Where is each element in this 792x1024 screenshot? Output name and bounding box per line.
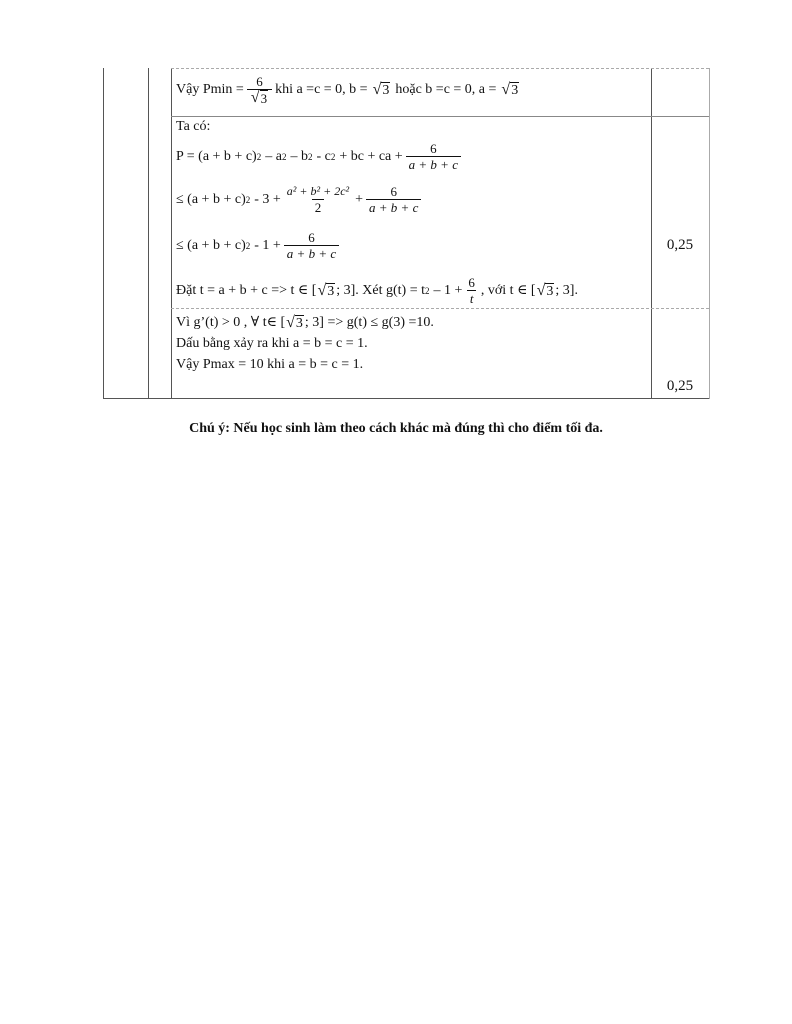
fraction: $\frac{6}{a + b + c}$ (406, 141, 461, 173)
sqrt-symbol: √ 3 (536, 282, 554, 299)
sqrt-symbol: √ 3 (250, 89, 268, 106)
fraction: $\frac{6}{a + b + c}$ (284, 230, 339, 262)
pmin-prefix: Vậy Pmin = (176, 82, 244, 97)
inequality-2: ≤ (a + b + c) 2 - 1 + $\frac{6}{a + b + c}$ (176, 230, 342, 262)
fraction: $\frac{\text{a² + b² + 2c²}}{2}$ (286, 184, 350, 215)
fraction: $\frac{6}{a + b + c}$ (366, 184, 421, 216)
row-pmin (176, 72, 651, 116)
derivation-intro: Ta có: (176, 119, 211, 134)
sqrt-symbol: √ 3 (501, 81, 519, 98)
row-derivation (176, 116, 651, 308)
pmin-fraction: 6 √ 3 (247, 74, 272, 106)
equation-p: P = (a + b + c) 2 – a 2 – b 2 - c 2 + bc + ca + $\frac{6}{a + b + c}$ (176, 141, 464, 173)
conclusion-line-2: Dấu bằng xảy ra khi a = b = c = 1. (176, 336, 368, 351)
table-col-divider-2 (171, 68, 172, 399)
grading-table (103, 68, 709, 399)
table-col-divider-1 (148, 68, 149, 399)
fraction: $\frac{6}{t}$ (468, 275, 475, 306)
sqrt-symbol: √ 3 (372, 81, 390, 98)
sqrt-symbol: √ 3 (317, 282, 335, 299)
row-top-border (171, 68, 709, 69)
pmin-condition-1: khi a =c = 0, b = (275, 82, 368, 97)
table-col-divider-3 (651, 68, 652, 399)
footnote: Chú ý: Nếu học sinh làm theo cách khác mà đúng thì cho điểm tối đa. (189, 421, 603, 436)
score-row3: 0,25 (666, 378, 694, 394)
table-border-right (709, 68, 710, 399)
inequality-1: ≤ (a + b + c) 2 - 3 + $\frac{\text{a² + b² + 2c²}}{2}$ + $\frac{6}{a + b + c}$ (176, 184, 424, 216)
table-border-bottom (103, 398, 709, 399)
score-row2: 0,25 (666, 237, 694, 253)
pmin-condition-2: hoặc b =c = 0, a = (395, 82, 497, 97)
conclusion-line-1: Vì g’(t) > 0 , ∀ t∈ [ √ 3 ; 3] => g(t) ≤ g(3) =10. (176, 314, 434, 331)
sqrt-symbol: √ 3 (286, 314, 303, 331)
conclusion-line-3: Vậy Pmax = 10 khi a = b = c = 1. (176, 357, 364, 372)
row-conclusion (176, 308, 651, 398)
substitution-line: Đặt t = a + b + c => t ∈ [ √ 3 ; 3]. Xét g(t) = t 2 – 1 + $\frac{6}{t}$ , với t ∈ [ √ 3 ; 3]. (176, 275, 578, 306)
table-border-left (103, 68, 104, 399)
